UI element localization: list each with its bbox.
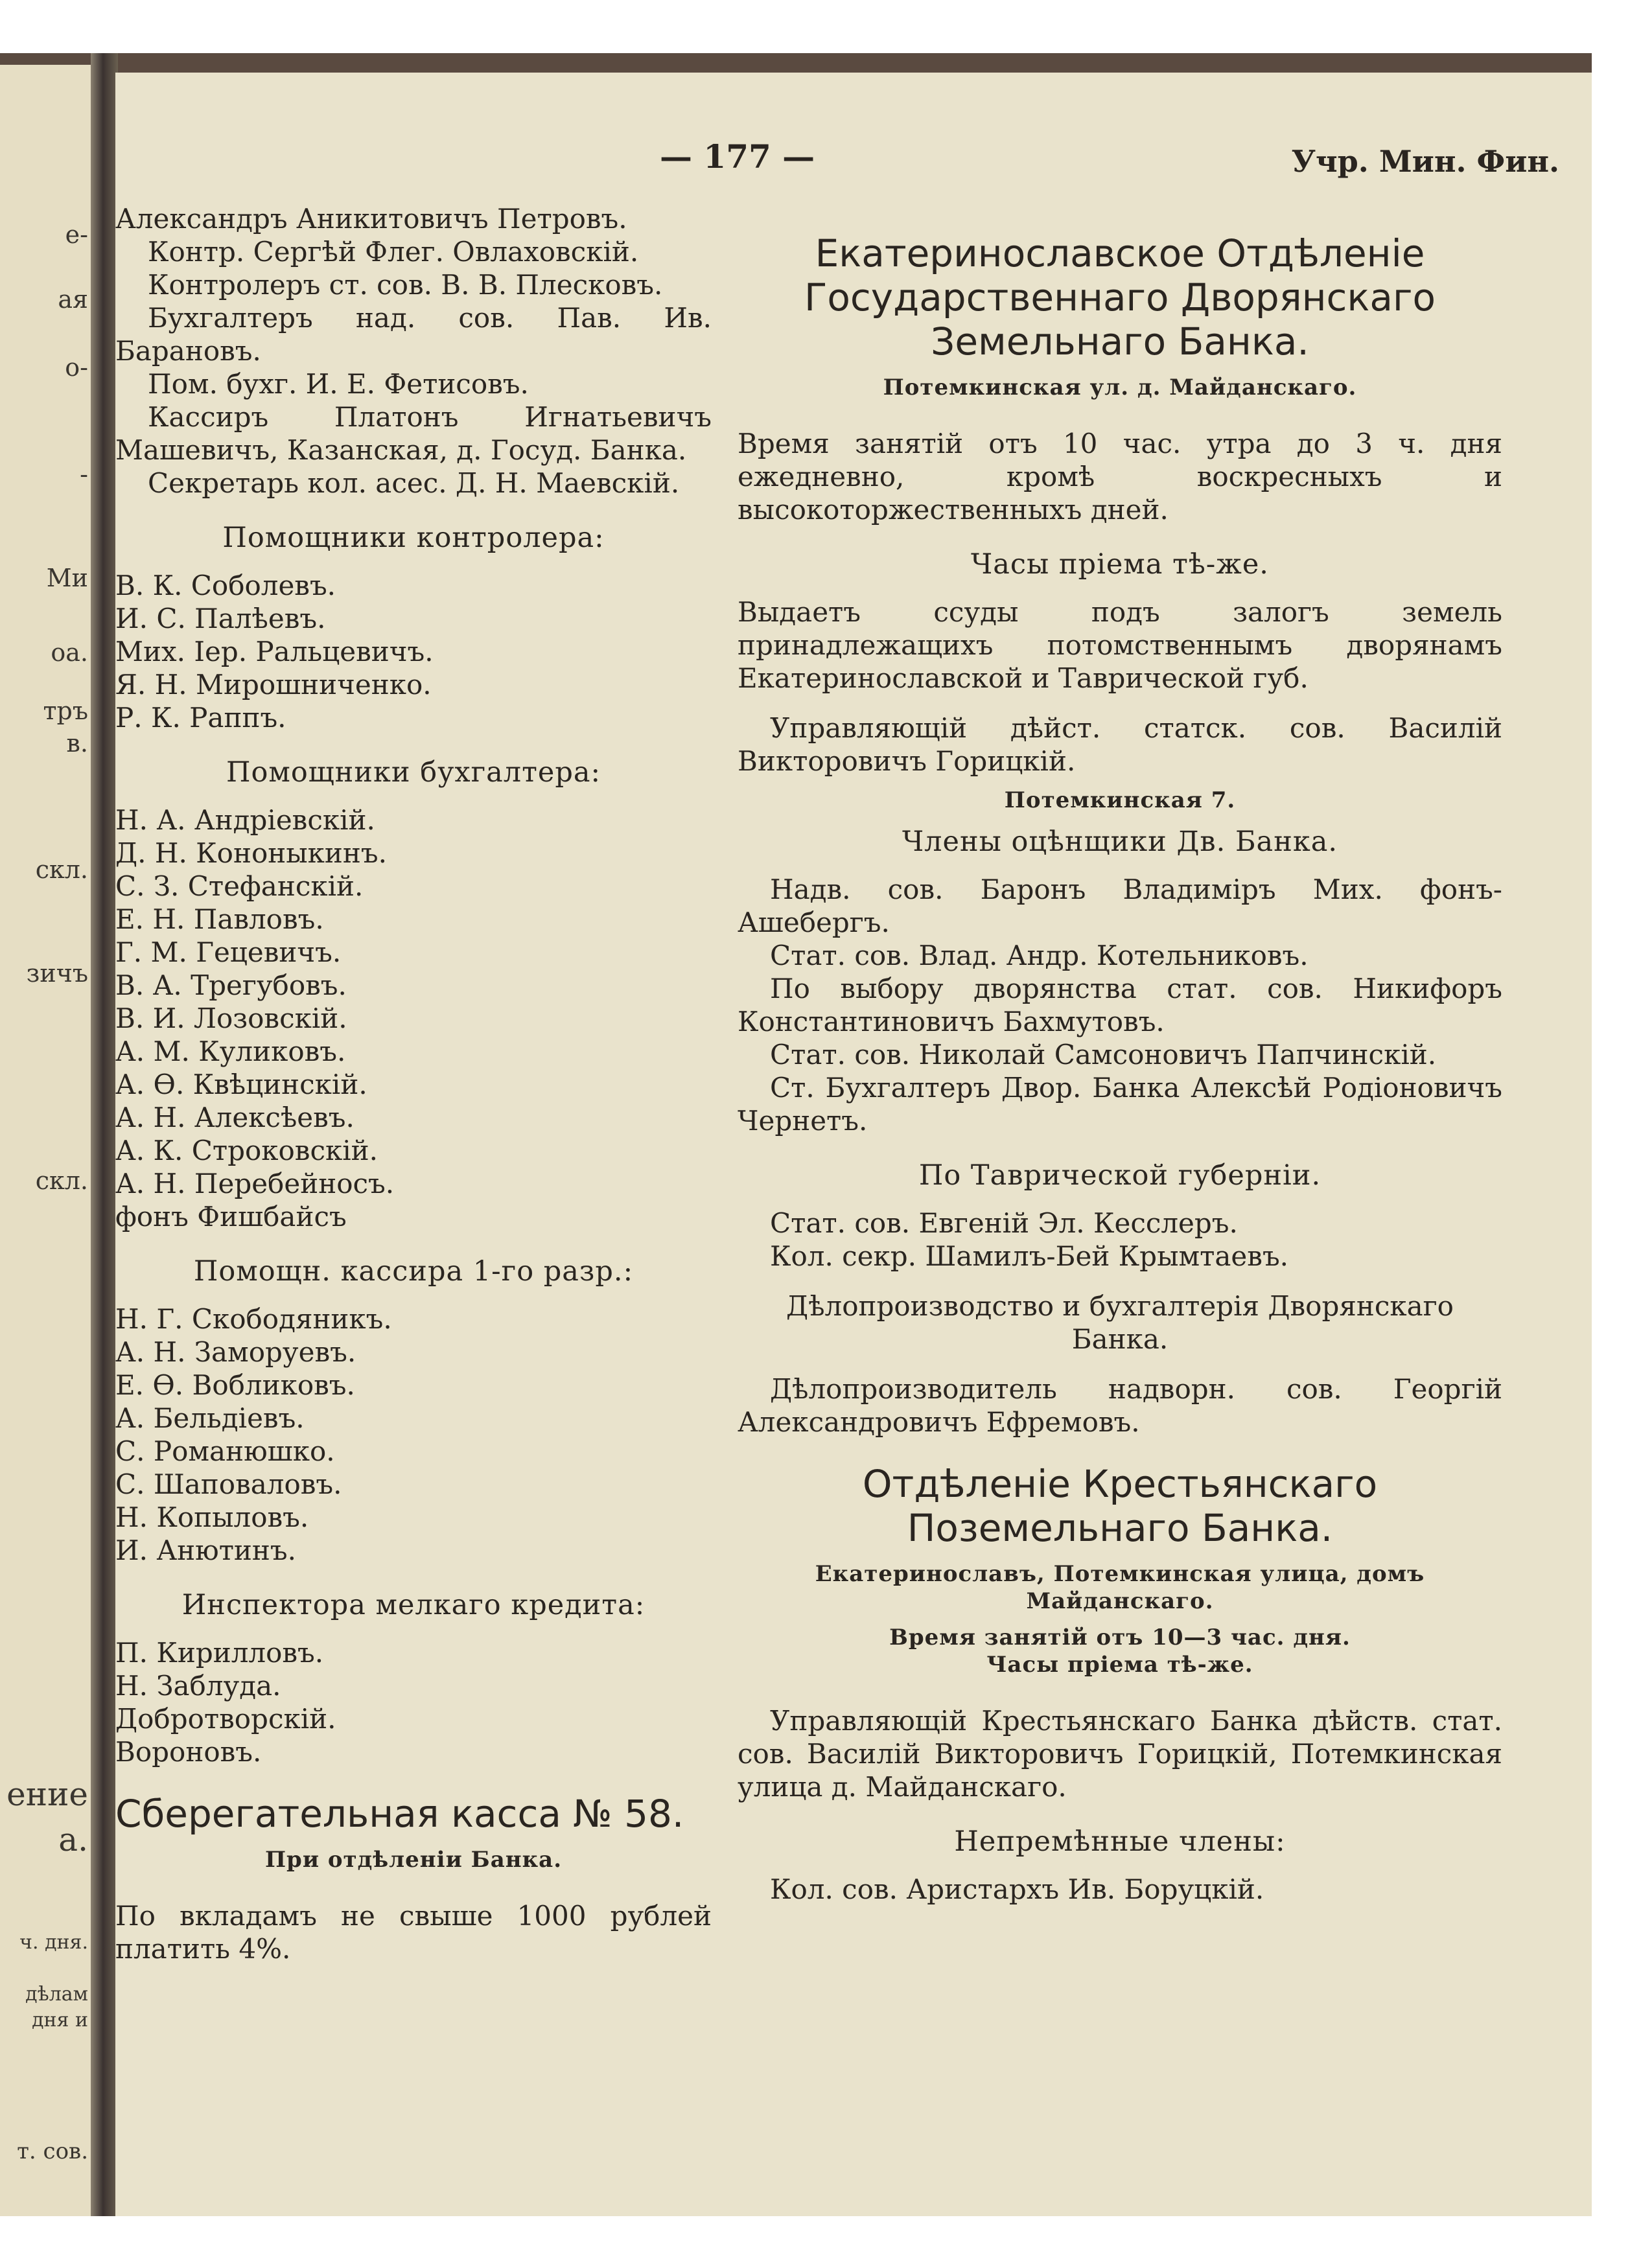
list-item: Н. А. Андріевскій. bbox=[115, 804, 375, 836]
margin-fragment: скл. bbox=[35, 1166, 88, 1195]
office-clerk: Дѣлопроизводитель надворн. сов. Георгій Александровичъ Ефремовъ. bbox=[738, 1373, 1502, 1438]
margin-fragment: дѣлам bbox=[25, 1983, 88, 2006]
cashier-assistants-list bbox=[115, 1302, 712, 1567]
spacer bbox=[738, 1356, 1502, 1372]
office-heading: Дѣлопроизводство и бухгалтерія Дворянскаго Банка. bbox=[786, 1290, 1454, 1355]
spacer bbox=[738, 695, 1502, 712]
list-item: С. З. Стефанскій. bbox=[115, 870, 364, 902]
appraiser-entry: Ст. Бухгалтеръ Двор. Банка Алексѣй Родіоновичъ Чернетъ. bbox=[738, 1072, 1502, 1137]
margin-fragment: т. сов. bbox=[17, 2138, 88, 2164]
list-item: И. Анютинъ. bbox=[115, 1534, 296, 1566]
list-item: А. Н. Алексѣевъ. bbox=[115, 1102, 355, 1133]
spacer bbox=[115, 1768, 712, 1785]
noble-bank-title: Екатеринославское Отдѣленіе Государственнаго Дворянскаго Земельнаго Банка. bbox=[804, 231, 1436, 364]
permanent-member-entry: Кол. сов. Аристархъ Ив. Боруцкій. bbox=[770, 1873, 1264, 1905]
right-column bbox=[738, 225, 1502, 1906]
spacer bbox=[738, 1439, 1502, 1455]
intro-line: Секретарь кол. асес. Д. Н. Маевскій. bbox=[148, 467, 680, 499]
taurida-entry: Кол. секр. Шамилъ-Бей Крымтаевъ. bbox=[770, 1240, 1289, 1272]
margin-fragment: о- bbox=[65, 353, 88, 382]
inspectors-list bbox=[115, 1636, 712, 1768]
savings-title: Сберегательная касса № 58. bbox=[115, 1792, 684, 1836]
list-item: Д. Н. Кононыкинъ. bbox=[115, 837, 387, 869]
intro-line: Александръ Аникитовичъ Петровъ. bbox=[115, 203, 627, 235]
margin-fragment: дня и bbox=[32, 2009, 88, 2031]
list-item: П. Кирилловъ. bbox=[115, 1637, 324, 1669]
list-item: Р. К. Раппъ. bbox=[115, 702, 286, 734]
appraiser-entry: По выбору дворянства стат. сов. Никифоръ Константиновичъ Бахмутовъ. bbox=[738, 973, 1502, 1037]
list-item: Вороновъ. bbox=[115, 1736, 262, 1768]
margin-fragment: ая bbox=[58, 285, 88, 314]
page-header bbox=[115, 137, 1592, 183]
taurida-entry: Стат. сов. Евгеній Эл. Кесслеръ. bbox=[770, 1207, 1238, 1239]
peasant-bank-reception: Часы пріема тѣ-же. bbox=[986, 1652, 1253, 1678]
spacer bbox=[738, 1687, 1502, 1704]
savings-subtitle: При отдѣленіи Банка. bbox=[264, 1847, 563, 1873]
margin-fragment: Ми bbox=[46, 564, 88, 592]
margin-fragment: ч. дня. bbox=[19, 1931, 88, 1954]
list-item: В. И. Лозовскій. bbox=[115, 1002, 347, 1034]
section-heading: Инспектора мелкаго кредита: bbox=[181, 1589, 646, 1621]
list-item: Е. Ѳ. Вобликовъ. bbox=[115, 1369, 355, 1401]
left-page-edge bbox=[0, 65, 97, 2216]
list-item: Я. Н. Мирошниченко. bbox=[115, 669, 432, 700]
section-heading: Помощники контролера: bbox=[222, 522, 605, 554]
appraiser-entry: Стат. сов. Николай Самсоновичъ Папчинскій. bbox=[770, 1039, 1437, 1070]
page-number: — 177 — bbox=[660, 137, 815, 176]
peasant-bank-manager: Управляющій Крестьянскаго Банка дѣйств. стат. сов. Василій Викторовичъ Горицкій, Потемкинская улица д. Майданскаго. bbox=[738, 1705, 1502, 1803]
intro-line: Кассиръ Платонъ Игнатьевичъ Машевичъ, Казанская, д. Госуд. Банка. bbox=[115, 401, 712, 466]
margin-fragment: тръ bbox=[43, 697, 88, 725]
left-column bbox=[115, 202, 712, 1965]
list-item: С. Романюшко. bbox=[115, 1435, 335, 1467]
list-item: Н. Копыловъ. bbox=[115, 1501, 309, 1533]
section-heading: Помощники бухгалтера: bbox=[226, 756, 601, 789]
spacer bbox=[115, 1882, 712, 1899]
margin-fragment: зичъ bbox=[26, 959, 88, 988]
permanent-members-heading: Непремѣнные члены: bbox=[954, 1825, 1286, 1858]
noble-bank-purpose: Выдаетъ ссуды подъ залогъ земель принадлежащихъ потомственнымъ дворянамъ Екатеринославской и Таврической губ. bbox=[738, 596, 1502, 694]
margin-fragment: - bbox=[80, 460, 88, 489]
intro-line: Контролеръ ст. сов. В. В. Плесковъ. bbox=[148, 269, 663, 301]
controller-assistants-list bbox=[115, 569, 712, 734]
list-item: Мих. Іер. Ральцевичъ. bbox=[115, 636, 434, 667]
savings-text: По вкладамъ не свыше 1000 рублей платить 4%. bbox=[115, 1900, 712, 1965]
list-item: Е. Н. Павловъ. bbox=[115, 903, 324, 935]
peasant-bank-hours: Время занятій отъ 10—3 час. дня. bbox=[889, 1625, 1351, 1650]
appraiser-entry: Надв. сов. Баронъ Владиміръ Мих. фонъ-Ашебергъ. bbox=[738, 874, 1502, 938]
intro-line: Пом. бухг. И. Е. Фетисовъ. bbox=[148, 368, 529, 400]
spacer bbox=[738, 410, 1502, 427]
list-item: А. Бельдіевъ. bbox=[115, 1402, 305, 1434]
list-item: Н. Г. Скободяникъ. bbox=[115, 1303, 392, 1335]
running-title: Учр. Мин. Фин. bbox=[1291, 144, 1559, 179]
margin-fragment: а. bbox=[58, 1821, 88, 1858]
taurida-heading: По Таврической губерніи. bbox=[918, 1159, 1321, 1192]
top-margin bbox=[0, 0, 1641, 53]
list-item: В. К. Соболевъ. bbox=[115, 570, 336, 601]
noble-bank-manager: Управляющій дѣйст. статск. сов. Василій Викторовичъ Горицкій. bbox=[738, 712, 1502, 777]
noble-bank-address: Потемкинская ул. д. Майданскаго. bbox=[883, 375, 1357, 400]
accountant-assistants-list bbox=[115, 804, 712, 1233]
peasant-bank-address: Екатеринославъ, Потемкинская улица, домъ Майданскаго. bbox=[815, 1561, 1425, 1614]
list-item: В. А. Трегубовъ. bbox=[115, 969, 347, 1001]
section-heading: Помощн. кассира 1-го разр.: bbox=[193, 1255, 634, 1288]
margin-fragment: ение bbox=[6, 1776, 88, 1813]
margin-fragment: оа. bbox=[51, 638, 88, 667]
appraisers-heading: Члены оцѣнщики Дв. Банка. bbox=[902, 826, 1338, 858]
list-item: А. Н. Заморуевъ. bbox=[115, 1336, 356, 1368]
appraiser-entry: Стат. сов. Влад. Андр. Котельниковъ. bbox=[770, 940, 1309, 971]
noble-bank-hours: Время занятій отъ 10 час. утра до 3 ч. дня ежедневно, кромѣ воскресныхъ и высокоторжественныхъ дней. bbox=[738, 428, 1502, 526]
margin-fragment: скл. bbox=[35, 855, 88, 884]
peasant-bank-title: Отдѣленіе Крестьянскаго Поземельнаго Банка. bbox=[862, 1462, 1378, 1550]
bottom-margin bbox=[0, 2216, 1641, 2268]
noble-bank-manager-address: Потемкинская 7. bbox=[1004, 787, 1236, 813]
list-item: С. Шаповаловъ. bbox=[115, 1468, 342, 1500]
list-item: А. Ѳ. Квѣцинскій. bbox=[115, 1069, 367, 1100]
book-page bbox=[115, 73, 1592, 2216]
margin-fragment: в. bbox=[66, 729, 88, 758]
list-item: А. М. Куликовъ. bbox=[115, 1036, 346, 1067]
list-item: Н. Заблуда. bbox=[115, 1670, 281, 1702]
book-spine bbox=[91, 53, 118, 2216]
margin-fragment: е- bbox=[65, 220, 88, 249]
list-item: И. С. Палѣевъ. bbox=[115, 603, 326, 634]
list-item: А. Н. Перебейносъ. bbox=[115, 1168, 395, 1199]
list-item: фонъ Фишбайсъ bbox=[115, 1201, 347, 1232]
intro-line: Бухгалтеръ над. сов. Пав. Ив. Барановъ. bbox=[115, 302, 712, 367]
list-item: Г. М. Гецевичъ. bbox=[115, 936, 342, 968]
noble-bank-reception: Часы пріема тѣ-же. bbox=[971, 548, 1269, 581]
intro-line: Контр. Сергѣй Флег. Овлаховскій. bbox=[148, 236, 639, 268]
spacer bbox=[738, 1273, 1502, 1290]
list-item: А. К. Строковскій. bbox=[115, 1135, 378, 1166]
list-item: Добротворскій. bbox=[115, 1703, 336, 1735]
